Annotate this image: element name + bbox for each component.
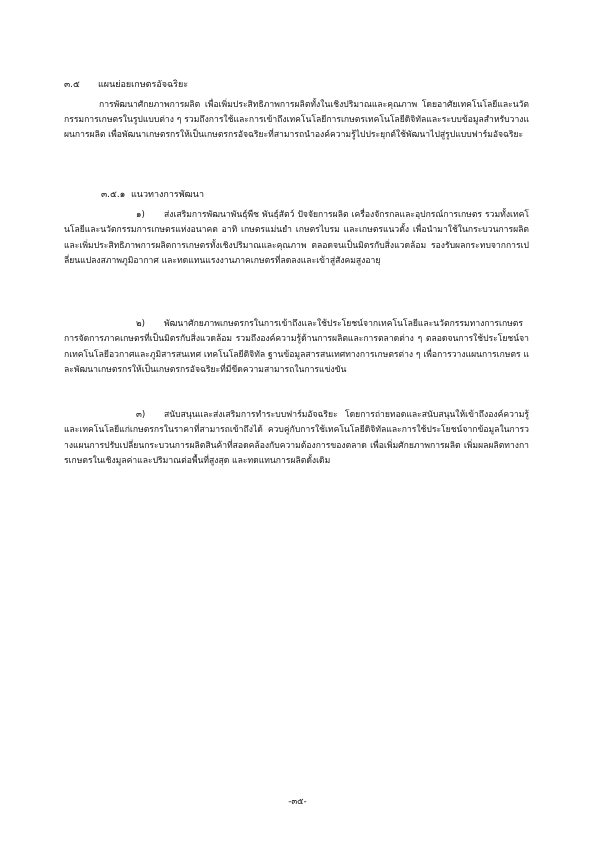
section-number: ๓.๕	[64, 80, 80, 90]
list-item-marker: ๑)	[136, 210, 145, 220]
subsection-number: ๓.๕.๑	[101, 190, 126, 200]
list-item-text: สนับสนุนและส่งเสริมการทำระบบฟาร์มอัจฉริยะ โดยการถ่ายทอดและสนับสนุนให้เข้าถึงองค์ความรู้และเทคโนโลยีแก่เกษตรกรในราคาที่สามารถเข้าถึงได้ ควบคู่กับการใช้เทคโนโลยีดิจิทัลและการใช้ประโยชน์จากข้อมูลในการวางแผนการปรับเปลี่ยนกระบวนการผลิตสินค้าที่สอดคล้องกับความต้องการของตลาด เพื่อเพิ่มศักยภาพการผลิต เพิ่มผลผลิตทางการเกษตรในเชิงมูลค่าและปริมาณต่อพื้นที่สูงสุด และทดแทนการผลิตดั้งเดิม	[64, 410, 529, 466]
section-heading	[64, 79, 188, 91]
subsection-title: แนวทางการพัฒนา	[131, 190, 204, 200]
list-item-marker: ๓)	[136, 410, 146, 420]
section-intro-paragraph: การพัฒนาศักยภาพการผลิต เพื่อเพิ่มประสิทธิภาพการผลิตทั้งในเชิงปริมาณและคุณภาพ โดยอาศัยเทคโนโลยีและนวัตกรรมการเกษตรในรูปแบบต่าง ๆ รวมถึงการใช้และการเข้าถึงเทคโนโลยีการเกษตรเทคโนโลยีดิจิทัลและระบบข้อมูลสำหรับวางแผนการผลิต เพื่อพัฒนาเกษตรกรให้เป็นเกษตรกรอัจฉริยะที่สามารถนำองค์ความรู้ไปประยุกต์ใช้พัฒนาไปสู่รูปแบบฟาร์มอัจฉริยะ	[64, 100, 529, 141]
list-item-text: ส่งเสริมการพัฒนาพันธุ์พืช พันธุ์สัตว์ ปัจจัยการผลิต เครื่องจักรกลและอุปกรณ์การเกษตร รวมทั้งเทคโนโลยีและนวัตกรรมการเกษตรแห่งอนาคต อาทิ เกษตรแม่นยำ เกษตรไบรม และเกษตรแนวตั้ง เพื่อนำมาใช้ในกระบวนการผลิต และเพิ่มประสิทธิภาพการผลิตการเกษตรทั้งเชิงปริมาณและคุณภาพ ตลอดจนเป็นมิตรกับสิ่งแวดล้อม รองรับผลกระทบจากการเปลี่ยนแปลงสภาพภูมิอากาศ และทดแทนแรงงานภาคเกษตรที่ลดลงและเข้าสู่สังคมสูงอายุ	[64, 210, 529, 266]
page-number: -๓๕-	[288, 797, 307, 807]
list-item	[64, 408, 529, 469]
list-item	[64, 317, 529, 378]
subsection-heading	[101, 189, 204, 201]
list-item	[64, 208, 529, 269]
list-item-marker: ๒)	[136, 319, 146, 329]
list-item-text: พัฒนาศักยภาพเกษตรกรในการเข้าถึงและใช้ประโยชน์จากเทคโนโลยีและนวัตกรรมทางการเกษตร การจัดการภาคเกษตรที่เป็นมิตรกับสิ่งแวดล้อม รวมถึงองค์ความรู้ด้านการผลิตและการตลาดต่าง ๆ ตลอดจนการใช้ประโยชน์จากเทคโนโลยีอวกาศและภูมิสารสนเทศ เทคโนโลยีดิจิทัล ฐานข้อมูลสารสนเทศทางการเกษตรต่าง ๆ เพื่อการวางแผนการเกษตร และพัฒนาเกษตรกรให้เป็นเกษตรกรอัจฉริยะที่มีขีดความสามารถในการแข่งขัน	[64, 319, 529, 375]
section-title: แผนย่อยเกษตรอัจฉริยะ	[98, 80, 189, 90]
